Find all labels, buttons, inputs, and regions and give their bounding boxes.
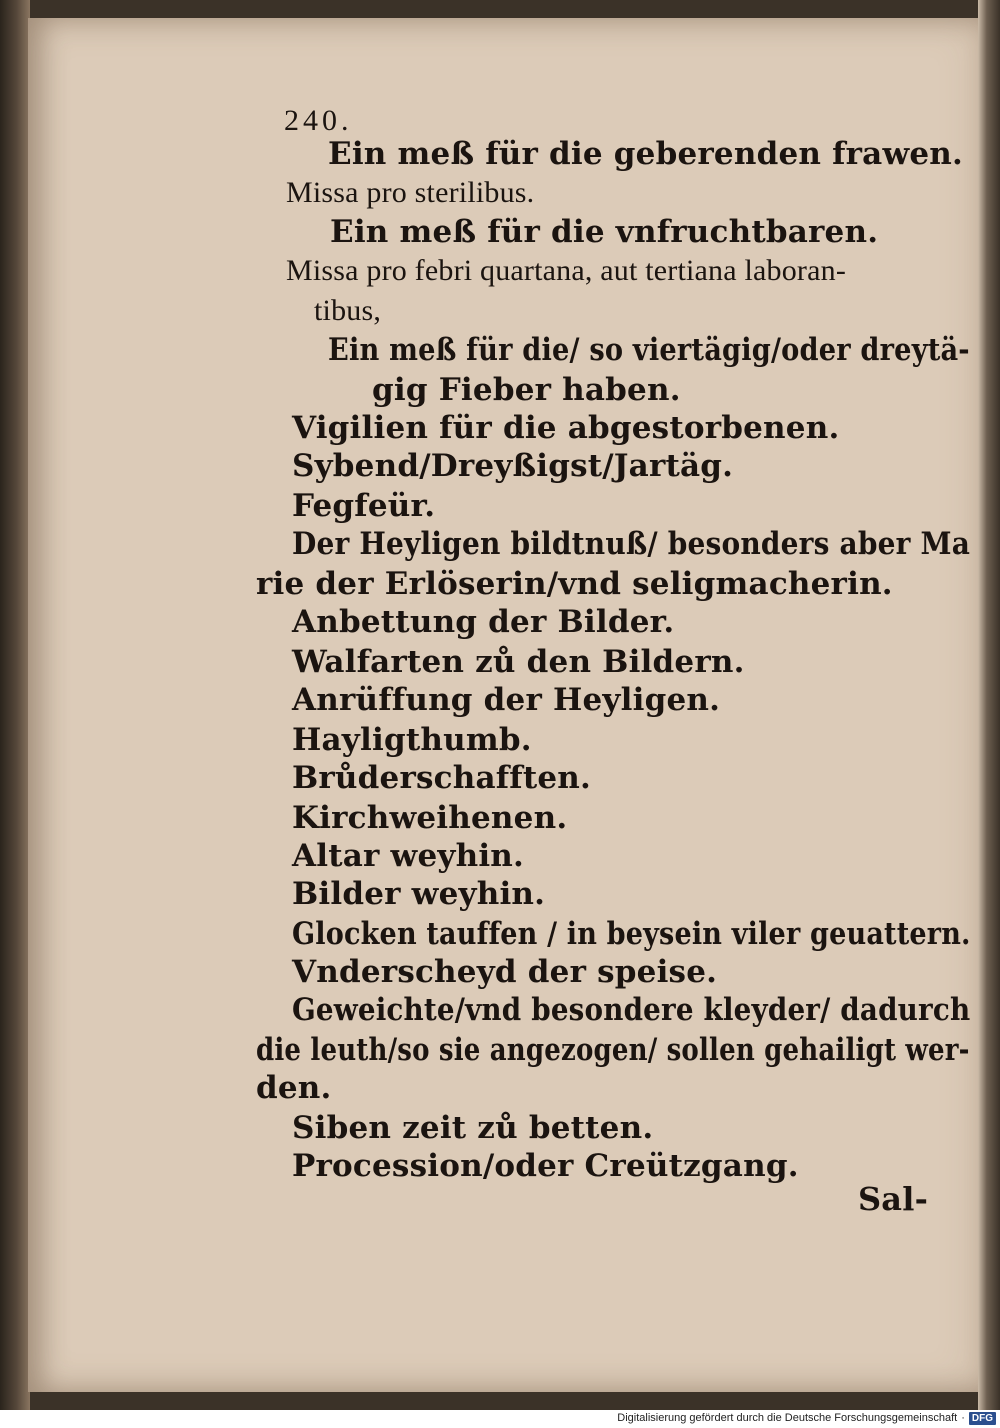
text-line: Kirchweihenen. bbox=[292, 800, 568, 836]
text-line: Glocken tauffen / in beysein viler geuattern. bbox=[292, 916, 971, 952]
text-line: Brůderschafften. bbox=[292, 760, 592, 796]
text-line: Anbettung der Bilder. bbox=[292, 604, 675, 640]
dfg-logo-icon: DFG bbox=[969, 1412, 996, 1425]
text-line: Vnderscheyd der speise. bbox=[292, 954, 718, 990]
text-line: Hayligthumb. bbox=[292, 722, 532, 758]
text-line: Geweichte/vnd besondere kleyder/ dadurch bbox=[292, 992, 971, 1028]
text-line: Vigilien für die abgestorbenen. bbox=[292, 410, 840, 446]
text-line: den. bbox=[256, 1070, 332, 1106]
text-line: gig Fieber haben. bbox=[372, 372, 681, 408]
text-line: Ein meß für die geberenden frawen. bbox=[328, 136, 963, 172]
text-line: tibus, bbox=[314, 294, 382, 327]
text-line: Procession/oder Creützgang. bbox=[292, 1148, 799, 1184]
text-line: Bilder weyhin. bbox=[292, 876, 546, 912]
footer-text: Digitalisierung gefördert durch die Deutsche Forschungsgemeinschaft bbox=[617, 1412, 958, 1424]
text-line: Anrüffung der Heyligen. bbox=[292, 682, 721, 718]
book-page bbox=[28, 18, 978, 1392]
text-line: Altar weyhin. bbox=[292, 838, 525, 874]
footer-separator: · bbox=[961, 1412, 965, 1424]
text-line: Ein meß für die/ so viertägig/oder dreytä- bbox=[328, 332, 970, 368]
catchword: Sal- bbox=[858, 1180, 929, 1218]
text-line: Sybend/Dreyßigst/Jartäg. bbox=[292, 448, 734, 484]
text-line: rie der Erlöserin/vnd seligmacherin. bbox=[256, 566, 893, 602]
text-line: Missa pro febri quartana, aut tertiana laboran- bbox=[286, 254, 847, 287]
text-line: Missa pro sterilibus. bbox=[286, 176, 535, 209]
text-line: Siben zeit zů betten. bbox=[292, 1110, 654, 1146]
text-line: Walfarten zů den Bildern. bbox=[292, 644, 745, 680]
text-line: Ein meß für die vnfruchtbaren. bbox=[330, 214, 879, 250]
digitization-footer bbox=[617, 1410, 996, 1426]
page-edge-shadow bbox=[978, 0, 1000, 1410]
text-line: Fegfeür. bbox=[292, 488, 436, 524]
book-spine-shadow bbox=[0, 0, 30, 1410]
text-line: die leuth/so sie angezogen/ sollen gehailigt wer- bbox=[256, 1032, 970, 1068]
text-line: Der Heyligen bildtnuß/ besonders aber Ma bbox=[292, 526, 971, 562]
page-number: 240. bbox=[284, 104, 353, 137]
